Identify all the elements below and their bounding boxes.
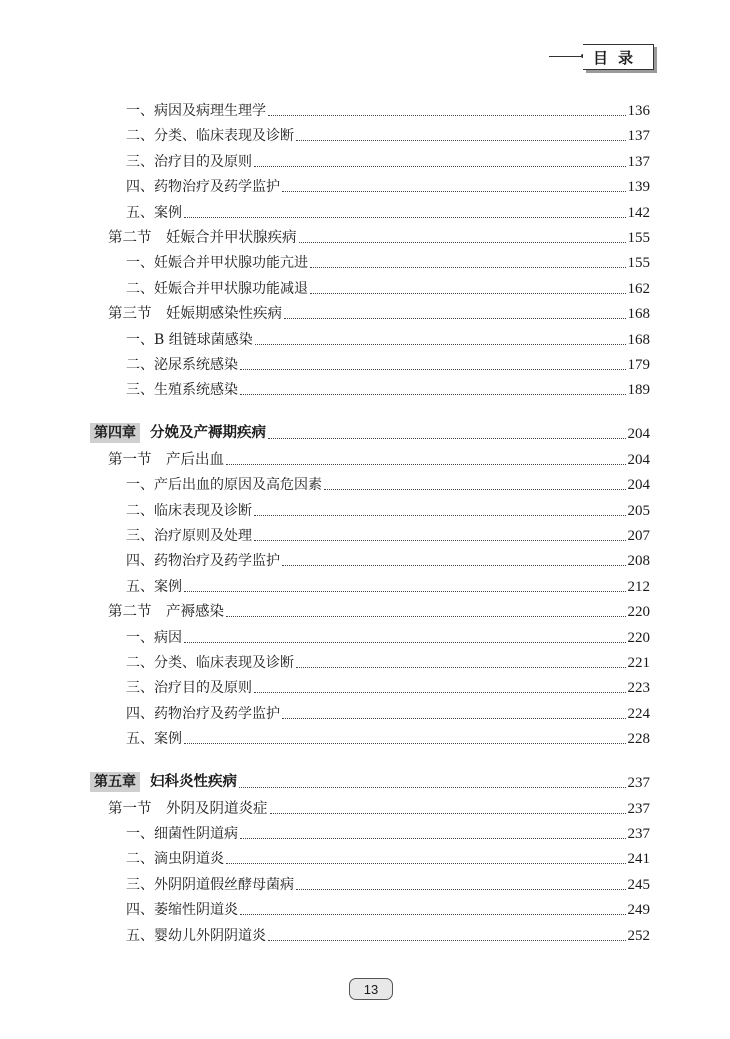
toc-label: 三、外阴阴道假丝酵母菌病 xyxy=(126,876,294,893)
toc-label: 三、治疗目的及原则 xyxy=(126,153,252,170)
leader-dots xyxy=(268,115,626,116)
leader-dots xyxy=(299,242,626,243)
toc-label: 二、临床表现及诊断 xyxy=(126,502,252,519)
leader-dots xyxy=(184,642,626,643)
toc-page-number: 205 xyxy=(627,502,650,519)
toc-page-number: 212 xyxy=(627,578,650,595)
toc-section xyxy=(0,597,730,621)
toc-page-number: 142 xyxy=(627,204,650,221)
toc-section xyxy=(0,223,730,247)
toc-item xyxy=(0,325,730,349)
leader-dots xyxy=(254,166,626,167)
toc-page-number: 207 xyxy=(627,528,650,544)
toc-page-number: 137 xyxy=(627,128,650,145)
toc-item xyxy=(0,623,730,647)
toc-item xyxy=(0,673,730,697)
leader-dots xyxy=(226,464,626,465)
header-title: 目录 xyxy=(583,44,654,70)
leader-dots xyxy=(240,394,626,395)
toc-item xyxy=(0,546,730,570)
toc-label: 二、泌尿系统感染 xyxy=(126,357,238,373)
toc-page-number: 136 xyxy=(627,103,650,119)
toc-page-number: 204 xyxy=(627,451,650,468)
toc-item xyxy=(0,895,730,919)
leader-dots xyxy=(270,813,626,814)
leader-dots xyxy=(240,369,626,370)
leader-dots xyxy=(184,591,626,592)
chapter-title: 妇科炎性疾病 xyxy=(150,773,237,790)
toc-item xyxy=(0,375,730,399)
leader-dots xyxy=(282,191,626,192)
toc-page-number: 228 xyxy=(627,731,650,748)
chapter-number: 第五章 xyxy=(90,772,140,792)
toc-page-number: 204 xyxy=(627,477,650,494)
toc-label: 二、妊娠合并甲状腺功能减退 xyxy=(126,280,308,297)
toc-item xyxy=(0,147,730,171)
leader-dots xyxy=(226,863,626,864)
toc-page-number: 237 xyxy=(627,774,650,791)
leader-dots xyxy=(254,692,626,693)
toc-label: 二、滴虫阴道炎 xyxy=(126,851,224,868)
toc-label: 五、案例 xyxy=(126,204,182,221)
leader-dots xyxy=(254,515,626,516)
leader-dots xyxy=(324,489,626,490)
leader-dots xyxy=(268,438,626,439)
toc-label: 三、治疗目的及原则 xyxy=(126,680,252,697)
toc-page-number: 237 xyxy=(627,800,650,817)
leader-dots xyxy=(239,787,626,788)
toc-item xyxy=(0,521,730,545)
toc-page-number: 189 xyxy=(627,382,650,399)
leader-dots xyxy=(296,889,626,890)
toc-page-number: 237 xyxy=(627,826,650,842)
page-number: 13 xyxy=(349,978,393,1000)
toc-page-number: 220 xyxy=(627,629,650,646)
toc-page-number: 137 xyxy=(627,153,650,170)
toc-page-number: 221 xyxy=(627,655,650,671)
toc-page-number: 162 xyxy=(627,280,650,297)
toc-page-number: 155 xyxy=(627,230,650,246)
toc-chapter xyxy=(0,768,730,792)
toc-label: 一、产后出血的原因及高危因素 xyxy=(126,477,322,494)
toc-item xyxy=(0,350,730,374)
toc-label: 第二节 产褥感染 xyxy=(108,604,224,621)
chapter-number: 第四章 xyxy=(90,423,140,443)
leader-dots xyxy=(282,718,626,719)
toc-page-number: 252 xyxy=(627,927,650,944)
toc-item xyxy=(0,921,730,945)
toc-page-number: 204 xyxy=(627,425,650,442)
leader-dots xyxy=(184,743,626,744)
toc-item xyxy=(0,699,730,723)
toc-section xyxy=(0,299,730,323)
toc-label: 一、病因 xyxy=(126,629,182,646)
section-header xyxy=(549,44,657,70)
toc-section xyxy=(0,794,730,818)
toc-label: 三、生殖系统感染 xyxy=(126,382,238,399)
toc-item xyxy=(0,198,730,222)
toc-page-number: 155 xyxy=(627,255,650,272)
toc-item xyxy=(0,248,730,272)
toc-page-number: 168 xyxy=(627,331,650,348)
toc-item xyxy=(0,844,730,868)
leader-dots xyxy=(240,914,626,915)
toc-label xyxy=(90,772,237,792)
toc-item xyxy=(0,819,730,843)
toc-page-number: 168 xyxy=(627,306,650,323)
toc-label: 五、婴幼儿外阴阴道炎 xyxy=(126,927,266,944)
toc-label: 第一节 产后出血 xyxy=(108,451,224,468)
toc-item xyxy=(0,870,730,894)
leader-dots xyxy=(240,838,626,839)
header-rule xyxy=(549,56,583,57)
toc-page-number: 224 xyxy=(627,705,650,722)
toc-item xyxy=(0,172,730,196)
leader-dots xyxy=(268,940,626,941)
toc-item xyxy=(0,648,730,672)
leader-dots xyxy=(296,140,626,141)
toc-label: 一、细菌性阴道病 xyxy=(126,826,238,842)
toc-item xyxy=(0,274,730,298)
toc-label: 第三节 妊娠期感染性疾病 xyxy=(108,306,282,323)
toc-label: 四、药物治疗及药学监护 xyxy=(126,553,280,570)
toc-label: 五、案例 xyxy=(126,578,182,595)
toc-label: 三、治疗原则及处理 xyxy=(126,528,252,544)
toc-page-number: 208 xyxy=(627,553,650,570)
leader-dots xyxy=(284,318,626,319)
leader-dots xyxy=(184,217,626,218)
toc-item xyxy=(0,96,730,120)
toc-label xyxy=(90,423,266,443)
toc-item xyxy=(0,572,730,596)
leader-dots xyxy=(310,293,626,294)
toc-item xyxy=(0,470,730,494)
toc-label: 四、药物治疗及药学监护 xyxy=(126,705,280,722)
toc-section xyxy=(0,445,730,469)
leader-dots xyxy=(296,667,626,668)
leader-dots xyxy=(255,344,626,345)
toc-label: 四、药物治疗及药学监护 xyxy=(126,179,280,196)
toc-chapter xyxy=(0,419,730,443)
toc-page-number: 139 xyxy=(627,179,650,196)
toc-label: 二、分类、临床表现及诊断 xyxy=(126,128,294,145)
toc-item xyxy=(0,496,730,520)
toc-label: 五、案例 xyxy=(126,731,182,748)
toc-label: 四、萎缩性阴道炎 xyxy=(126,902,238,919)
chapter-title: 分娩及产褥期疾病 xyxy=(150,424,266,441)
leader-dots xyxy=(282,565,626,566)
toc-page-number: 241 xyxy=(627,851,650,868)
toc-item xyxy=(0,121,730,145)
toc-item xyxy=(0,724,730,748)
toc-label: 第二节 妊娠合并甲状腺疾病 xyxy=(108,230,297,246)
toc-page-number: 179 xyxy=(627,357,650,373)
leader-dots xyxy=(254,540,626,541)
toc-label: 第一节 外阴及阴道炎症 xyxy=(108,800,268,817)
toc-label: 一、B 组链球菌感染 xyxy=(126,331,253,348)
toc-label: 一、病因及病理生理学 xyxy=(126,103,266,119)
toc-page-number: 223 xyxy=(627,680,650,697)
toc-page-number: 249 xyxy=(627,902,650,919)
toc-label: 一、妊娠合并甲状腺功能亢进 xyxy=(126,255,308,272)
leader-dots xyxy=(226,616,626,617)
toc-label: 二、分类、临床表现及诊断 xyxy=(126,655,294,671)
toc-page-number: 245 xyxy=(627,876,650,893)
toc-page-number: 220 xyxy=(627,604,650,621)
leader-dots xyxy=(310,267,626,268)
